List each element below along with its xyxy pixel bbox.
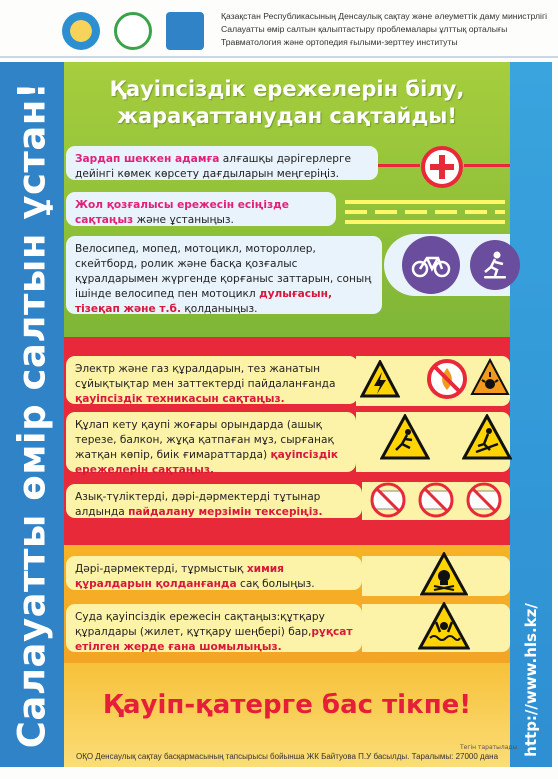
rule-text: Электр және газ құралдарын, тез жанатын сұйықтықтар мен заттектерді пайдаланғанда: [75, 363, 336, 390]
rule-text: Құлап кету қаупі жоғары орындарда (ашық терезе, балкон, жұқа қатпаған мұз, сырғанақ жатқан көпір, биік ғимараттарда): [75, 419, 334, 461]
website-link[interactable]: http://www.hls.kz/: [522, 603, 540, 757]
footer-credit: ОҚО Денсаулық сақтау басқармасының тапсырысы бойынша ЖК Байтуова П.У басылды. Таралымы: 27000 дана: [75, 752, 499, 761]
bicycle-icon: [402, 236, 460, 294]
rule-traffic: [66, 192, 336, 226]
drowning-person-icon: [418, 602, 470, 650]
falling-person-icon: [380, 414, 430, 460]
header-line: Салауатты өмір салтын қалыптастыру проблемалары ұлттық орталығы: [221, 24, 508, 34]
skier-icon: [462, 414, 512, 460]
header-text: [221, 10, 551, 49]
rule-highlight: рұқсат етілген жерде ғана шомылыңыз.: [75, 626, 353, 653]
expired-product-icon: [368, 482, 408, 518]
no-fire-icon: [426, 358, 468, 400]
kazakhstan-emblem-logo: [62, 12, 100, 50]
rule-text: Суда қауіпсіздік ережесін сақтаңыз:құтқару құралдары (жилет, құтқару шеңбері) бар,: [75, 611, 325, 638]
rule-food: [66, 484, 362, 518]
rule-highlight: дулығасын, тізеқап және т.б.: [75, 288, 332, 315]
expired-product-icon: [464, 482, 504, 518]
rule-text: Азық-түліктерді, дәрі-дәрмектерді тұтынар алдында: [75, 491, 321, 518]
rule-highlight: химия құралдарын қолданғанда: [75, 563, 284, 590]
red-line-left: [378, 164, 420, 167]
page-title: [64, 76, 510, 130]
title-line-1: Қауіпсіздік ережелерін білу,: [109, 77, 465, 101]
header-line: Травматология және ортопедия ғылыми-зерттеу институты: [221, 37, 458, 47]
rule-first-aid: [66, 146, 378, 180]
first-aid-cross-icon: [420, 145, 464, 189]
rule-fall: [66, 412, 356, 476]
rule-text: алғашқы дәрігерлерге дейінгі көмек көрсету дағдыларын меңгеріңіз.: [75, 153, 352, 180]
rule-electric: [66, 356, 358, 404]
road-line: [345, 210, 505, 214]
skateboard-icon: [470, 240, 520, 290]
main-slogan: Қауіп-қатерге бас тікпе!: [102, 690, 472, 720]
rule-highlight: қауіпсіздік ережелерін сақтаңыз.: [75, 449, 339, 476]
rule-highlight: Зардап шеккен адамға: [75, 153, 220, 165]
institute-logo: [166, 12, 204, 50]
expired-product-icon: [416, 482, 456, 518]
rule-text: сақ болыңыз.: [236, 578, 315, 590]
red-line-right: [464, 164, 510, 167]
rule-highlight: Жол қозғалысы ережесін есіңізде сақтаңыз: [75, 199, 289, 226]
vertical-slogan: Салауатты өмір салтын ұстан!: [10, 81, 54, 749]
rule-text: Дәрі-дәрмектерді, тұрмыстық: [75, 563, 247, 575]
title-line-2: жарақаттанудан сақтайды!: [117, 104, 457, 128]
rule-water: [66, 604, 362, 652]
rule-text: және ұстаныңыз.: [133, 214, 234, 226]
high-voltage-icon: [360, 360, 400, 398]
toxic-skull-icon: [420, 552, 468, 596]
rule-highlight: қауіпсіздік техникасын сақтаңыз.: [75, 393, 285, 405]
rule-chemicals: [66, 556, 362, 590]
health-center-logo: [114, 12, 152, 50]
header-line: Қазақстан Республикасының Денсаулық сақтау және әлеуметтік даму министрлігі: [221, 11, 547, 21]
road-line: [345, 220, 505, 224]
header-divider: [0, 56, 558, 58]
rule-text: қолданыңыз.: [180, 303, 258, 315]
free-distribution-note: Тегін таратылады: [460, 744, 518, 751]
rule-text: Велосипед, мопед, мотоцикл, мотороллер, скейтборд, ролик және басқа қозғалыс құралдарымен жүргенде қорғаныс заттарын, соның ішінде велосипед пен мотоцикл: [75, 243, 372, 300]
explosive-icon: [470, 358, 510, 398]
rule-highlight: пайдалану мерзімін тексеріңіз.: [128, 506, 323, 518]
rule-vehicles: [66, 236, 382, 314]
road-line: [345, 200, 505, 204]
